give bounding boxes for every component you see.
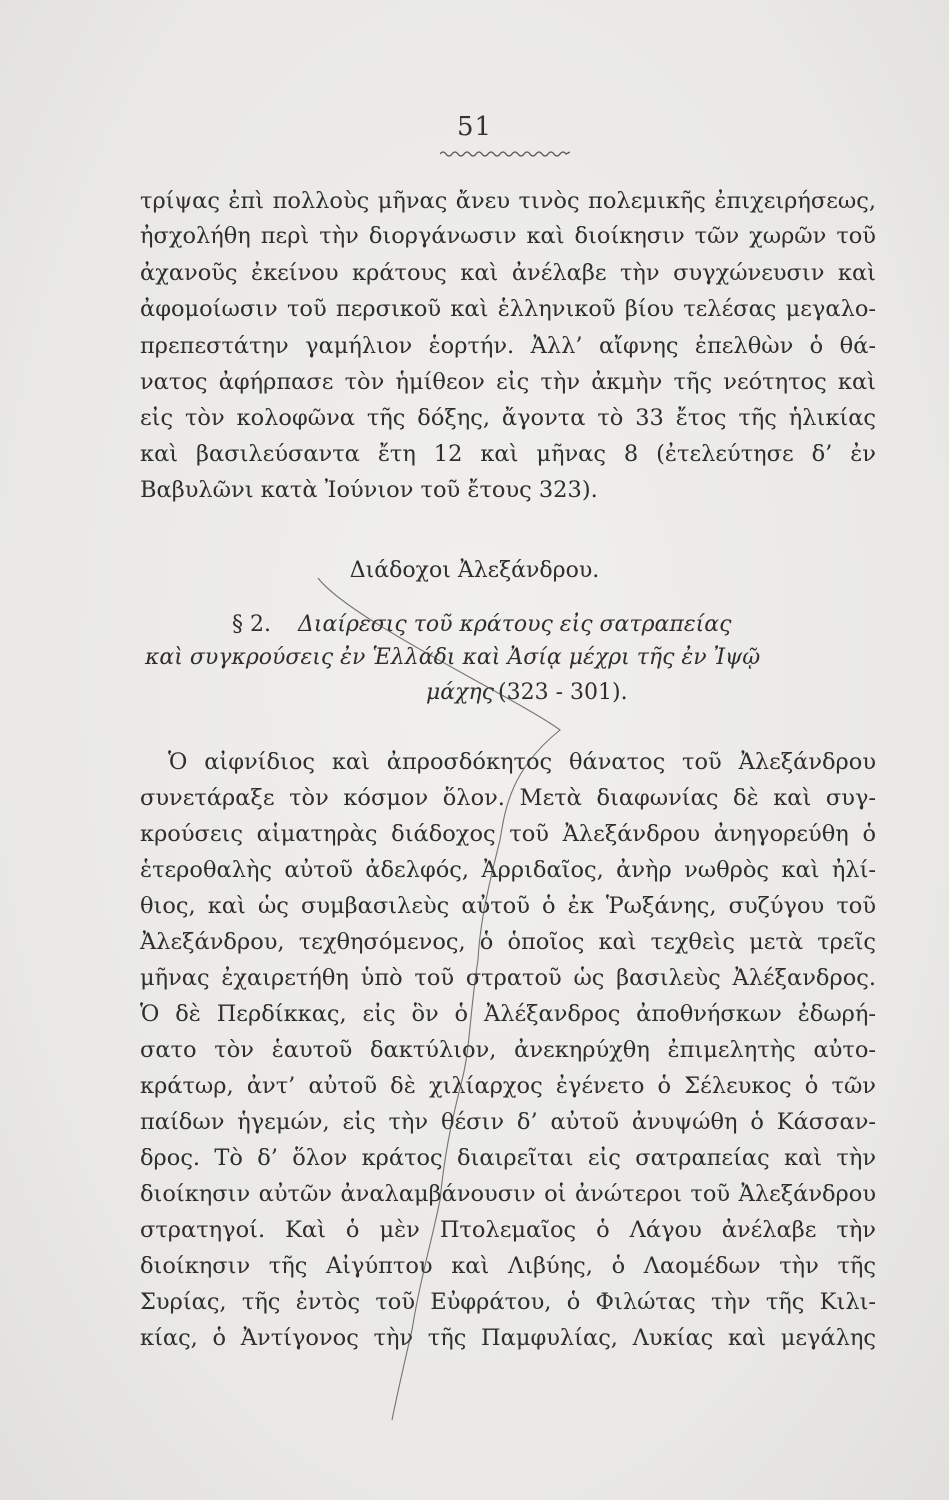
text-line: στρατηγοί. Καὶ ὁ μὲν Πτολεμαῖος ὁ Λάγου ἀνέλαβε τὴν (140, 1217, 876, 1243)
text-line: νατος ἀφήρπασε τὸν ἡμίθεον εἰς τὴν ἀκμὴν τῆς νεότητος καὶ (140, 369, 876, 395)
section-title-line2: καὶ συγκρούσεις ἐν Ἑλλάδι καὶ Ἀσίᾳ μέχρι τῆς ἐν Ἰψῷ (145, 645, 761, 670)
text-line: Ὁ αἰφνίδιος καὶ ἀπροσδόκητος θάνατος τοῦ Ἀλεξάνδρου (168, 749, 876, 775)
text-line: καὶ βασιλεύσαντα ἔτη 12 καὶ μῆνας 8 (ἐτελεύτησε δ’ ἐν (140, 441, 876, 467)
chapter-heading: Διάδοχοι Ἀλεξάνδρου. (349, 558, 600, 583)
text-line: συνετάραξε τὸν κόσμον ὅλον. Μετὰ διαφωνίας δὲ καὶ συγ- (140, 785, 876, 811)
text-line: μῆνας ἐχαιρετήθη ὑπὸ τοῦ στρατοῦ ὡς βασιλεὺς Ἀλέξανδρος. (140, 965, 876, 991)
text-line: σατο τὸν ἑαυτοῦ δακτύλιον, ἀνεκηρύχθη ἐπιμελητὴς αὐτο- (140, 1037, 876, 1063)
page-number: 51 (456, 112, 493, 142)
text-line: ἑτεροθαλὴς αὐτοῦ ἀδελφός, Ἀρριδαῖος, ἀνὴρ νωθρὸς καὶ ἠλί- (140, 857, 876, 883)
text-line: παίδων ἡγεμών, εἰς τὴν θέσιν δ’ αὐτοῦ ἀνυψώθη ὁ Κάσσαν- (140, 1109, 876, 1135)
section-title-line3b: (323 - 301). (498, 680, 628, 705)
section-title-line1: Διαίρεσις τοῦ κράτους εἰς σατραπείας (298, 612, 732, 637)
ornament-rule (440, 150, 570, 158)
text-line: Ἀλεξάνδρου, τεχθησόμενος, ὁ ὁποῖος καὶ τεχθεὶς μετὰ τρεῖς (140, 929, 876, 955)
text-line: Ὁ δὲ Περδίκκας, εἰς ὃν ὁ Ἀλέξανδρος ἀποθνήσκων ἐδωρή- (140, 1001, 876, 1027)
text-line: εἰς τὸν κολοφῶνα τῆς δόξης, ἄγοντα τὸ 33 ἔτος τῆς ἡλικίας (140, 405, 876, 431)
text-line: Συρίας, τῆς ἐντὸς τοῦ Εὐφράτου, ὁ Φιλώτας τὴν τῆς Κιλι- (140, 1289, 876, 1315)
text-line: κράτωρ, ἀντ’ αὐτοῦ δὲ χιλίαρχος ἐγένετο ὁ Σέλευκος ὁ τῶν (140, 1073, 876, 1099)
text-line: δρος. Τὸ δ’ ὅλον κράτος διαιρεῖται εἰς σατραπείας καὶ τὴν (140, 1145, 876, 1171)
text-line: κίας, ὁ Ἀντίγονος τὴν τῆς Παμφυλίας, Λυκίας καὶ μεγάλης (140, 1325, 876, 1351)
section-title-line3a: μάχης (426, 680, 494, 705)
section-mark: § 2. (232, 612, 271, 637)
text-line: ἠσχολήθη περὶ τὴν διοργάνωσιν καὶ διοίκησιν τῶν χωρῶν τοῦ (140, 223, 876, 249)
text-line: ἀχανοῦς ἐκείνου κράτους καὶ ἀνέλαβε τὴν συγχώνευσιν καὶ (140, 260, 876, 286)
text-line: Βαβυλῶνι κατὰ Ἰούνιον τοῦ ἔτους 323). (140, 477, 598, 503)
text-line: διοίκησιν αὐτῶν ἀναλαμβάνουσιν οἱ ἀνώτεροι τοῦ Ἀλεξάνδρου (140, 1181, 876, 1207)
text-line: κρούσεις αἱματηρὰς διάδοχος τοῦ Ἀλεξάνδρου ἀνηγορεύθη ὁ (140, 821, 876, 847)
text-line: θιος, καὶ ὡς συμβασιλεὺς αὐτοῦ ὁ ἐκ Ῥωξάνης, συζύγου τοῦ (140, 893, 876, 919)
text-line: ἀφομοίωσιν τοῦ περσικοῦ καὶ ἑλληνικοῦ βίου τελέσας μεγαλο- (140, 296, 876, 322)
text-line: πρεπεστάτην γαμήλιον ἑορτήν. Ἀλλ’ αἴφνης ἐπελθὼν ὁ θά- (140, 333, 876, 359)
text-line: διοίκησιν τῆς Αἰγύπτου καὶ Λιβύης, ὁ Λαομέδων τὴν τῆς (140, 1253, 876, 1279)
text-line: τρίψας ἐπὶ πολλοὺς μῆνας ἄνευ τινὸς πολεμικῆς ἐπιχειρήσεως, (140, 188, 876, 214)
